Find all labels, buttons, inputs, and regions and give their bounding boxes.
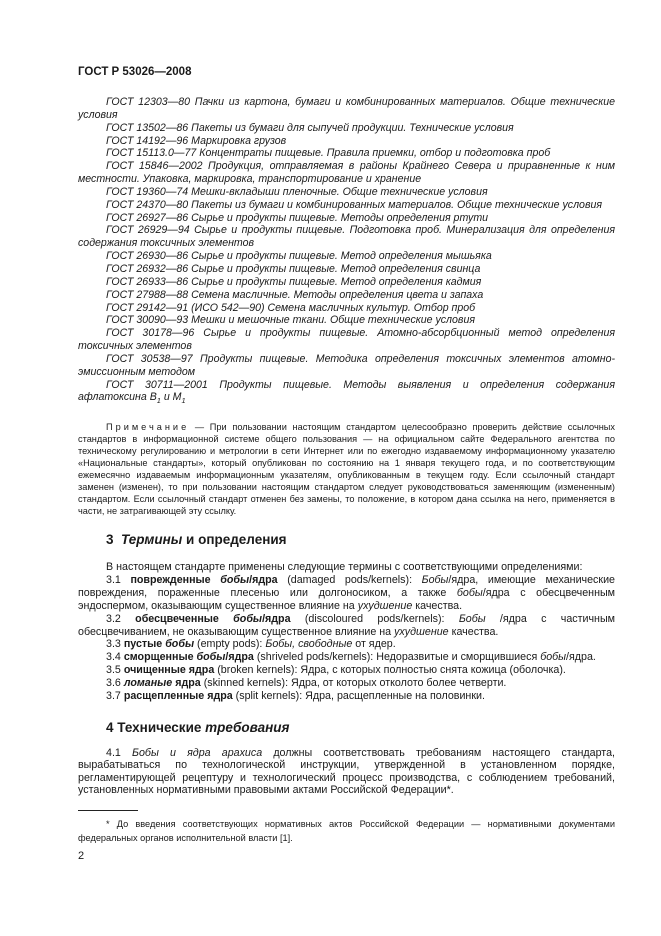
footnote-divider: [78, 810, 138, 811]
reference-item: ГОСТ 26933—86 Сырье и продукты пищевые. Метод определения кадмия: [106, 275, 482, 288]
note-paragraph: [78, 421, 615, 517]
note-text: — При пользовании настоящим стандартом целесообразно проверить действие ссылочных стандартов в информационной системе общего пользования — на официальном сайте Федерального агентства по техническому регулированию и метрологии в сети Интернет или по ежегодно издаваемому информационному указателю «Национальные стандарты», который опубликован по состоянию на 1 января текущего года, и по соответствующим ежемесячно издаваемым информационным указателям, опубликованным в текущем году. Если ссылочный стандарт заменен (изменен), то при пользовании настоящим стандартом следует руководствоваться заменяющим (измененным) стандартом. Если ссылочный стандарт отменен без замены, то положение, в котором дана ссылка на него, применяется в части, не затрагивающей эту ссылку.: [78, 422, 615, 516]
reference-item: ГОСТ 14192—96 Маркировка грузов: [106, 134, 287, 147]
reference-item: ГОСТ 29142—91 (ИСО 542—90) Семена масличных культур. Отбор проб: [106, 301, 476, 314]
terms-list: [78, 561, 615, 703]
reference-item: ГОСТ 26927—86 Сырье и продукты пищевые. Методы определения ртути: [106, 211, 489, 224]
term-item: 3.3 пустые бобы (empty pods): Бобы, свободные от ядер.: [106, 638, 396, 651]
reference-item: ГОСТ 13502—86 Пакеты из бумаги для сыпучей продукции. Технические условия: [106, 121, 514, 134]
page-number: 2: [78, 850, 85, 862]
normative-references-list: [78, 96, 615, 408]
terms-intro: В настоящем стандарте применены следующие термины с соответствующими определениями:: [106, 561, 583, 573]
document-header: ГОСТ Р 53026—2008: [78, 66, 192, 78]
reference-item: ГОСТ 24370—80 Пакеты из бумаги и комбинированных материалов. Общие технические условия: [106, 198, 603, 211]
reference-item: ГОСТ 30178—96 Сырье и продукты пищевые. Атомно-абсорбционный метод определения токсичных элементов: [78, 327, 616, 353]
term-item: 3.4 сморщенные бобы/ядра (shriveled pods/kernels): Недоразвитые и сморщившиеся бобы/ядра.: [106, 651, 596, 664]
term-item: 3.5 очищенные ядра (broken kernels): Ядра, с которых полностью снята кожица (оболочка).: [106, 664, 566, 677]
requirements-paragraph: 4.1 Бобы и ядра арахиса должны соответствовать требованиям настоящего стандарта, вырабатываться по технологической инструкции, утвержденной в установленном порядке, регламентирующей рецептуру и технологический процесс производства, с соблюдением требований, установленных нормативными правовыми актами Российской Федерации*.: [78, 747, 615, 796]
term-item: 3.7 расщепленные ядра (split kernels): Ядра, расщепленные на половинки.: [106, 690, 485, 703]
note-label: Примечание: [106, 422, 190, 432]
reference-item: ГОСТ 30090—93 Мешки и мешочные ткани. Общие технические условия: [106, 314, 476, 327]
reference-item: ГОСТ 26929—94 Сырье и продукты пищевые. Подготовка проб. Минерализация для определения содержания токсичных элементов: [78, 224, 615, 250]
reference-item: ГОСТ 15846—2002 Продукция, отправляемая в районы Крайнего Севера и приравненные к ним местности. Упаковка, маркировка, транспортирование и хранение: [78, 160, 616, 186]
reference-item: ГОСТ 19360—74 Мешки-вкладыши пленочные. Общие технические условия: [106, 185, 488, 198]
reference-item: ГОСТ 27988—88 Семена масличные. Методы определения цвета и запаха: [106, 288, 484, 301]
reference-item: ГОСТ 26930—86 Сырье и продукты пищевые. Метод определения мышьяка: [106, 250, 492, 263]
reference-item: ГОСТ 30711—2001 Продукты пищевые. Методы выявления и определения содержания афлатоксина $B_1$ и $M_1$: [78, 378, 615, 406]
reference-item: ГОСТ 12303—80 Пачки из картона, бумаги и комбинированных материалов. Общие технические условия: [78, 96, 616, 121]
reference-item: ГОСТ 15113.0—77 Концентраты пищевые. Правила приемки, отбор и подготовка проб: [106, 147, 551, 160]
section-3-heading: 3 Термины и определения: [106, 532, 287, 547]
footnote: * До введения соответствующих нормативных актов Российской Федерации — нормативными документами федеральных органов исполнительной власти [1].: [78, 819, 615, 843]
term-item: 3.1 поврежденные бобы/ядра (damaged pods/kernels): Бобы/ядра, имеющие механические повреждения, пораженные плесенью или долгоносиком, а также бобы/ядра с обесцвеченным эндоспермом, оказывающим существенное влияние на ухудшение качества.: [78, 573, 615, 612]
term-item: 3.2 обесцвеченные бобы/ядра (discoloured pods/kernels): Бобы /ядра с частичным обесцвечиванием, не оказывающим существенное влияние на ухудшение качества.: [78, 612, 615, 638]
term-item: 3.6 ломаные ядра (skinned kernels): Ядра, от которых отколото более четверти.: [106, 677, 507, 690]
reference-item: ГОСТ 30538—97 Продукты пищевые. Методика определения токсичных элементов атомно-эмиссионным методом: [78, 352, 615, 378]
section-4-heading: 4 Технические требования: [106, 720, 290, 735]
reference-item: ГОСТ 26932—86 Сырье и продукты пищевые. Метод определения свинца: [106, 262, 481, 275]
